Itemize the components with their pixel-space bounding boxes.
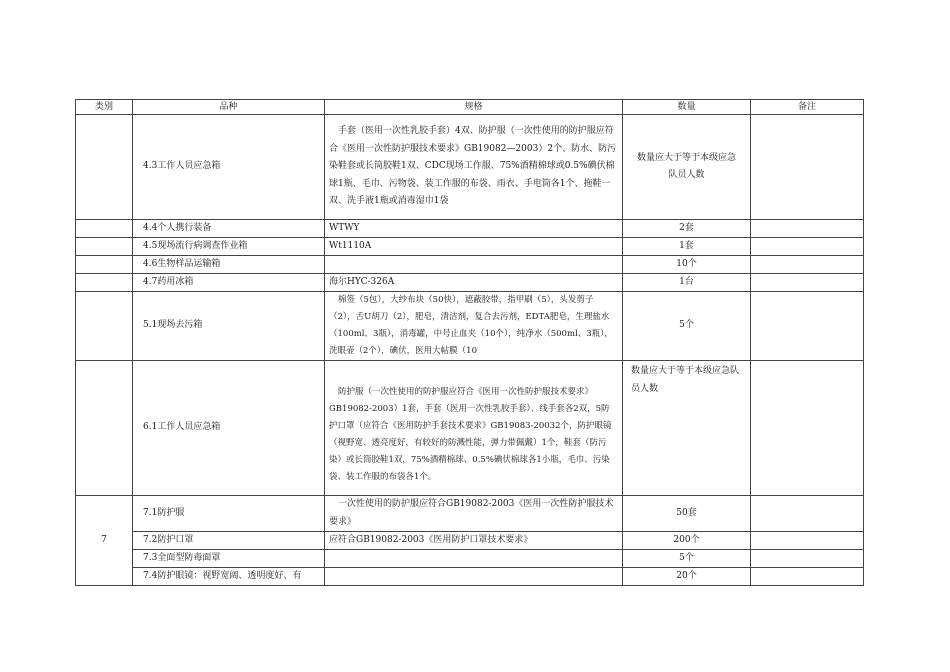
spec-text: 手套（医用一次性乳胶手套）4双、防护服（一次性使用的防护服应符合《医用一次性防护服技术要求》GB19082—2003）2个、防水、防污染鞋套或长筒胶鞋1双、CDC现场工作服、75%酒精棉球或0.5%碘伏棉球1瓶、毛巾、污物袋、装工作服的布袋、雨衣、手电筒各1个、拖鞋一双、洗手液1瓶或消毒湿巾1袋 [329, 126, 617, 207]
quantity-cell [623, 361, 751, 496]
category-cell [76, 220, 133, 238]
category-cell [76, 361, 133, 496]
quantity-cell: 5个 [623, 292, 751, 361]
variety-cell: 5.1现场去污箱 [133, 292, 325, 361]
note-cell [751, 274, 864, 292]
quantity-cell: 1台 [623, 274, 751, 292]
spec-text: 防护服（一次性使用的防护服应符合《医用一次性防护服技术要求》GB19082-2003）1套，手套（医用一次性乳胶手套）、线手套各2双，5防护口罩（应符合《医用防护手套技术要求》GB19083-20032个，防护眼镜（视野宽、透亮度好，有较好的防溅性能，弹力带佩戴）1个，鞋套（防污染）或长筒胶鞋1双，75%酒精棉球、0.5%碘伏棉球各1小瓶，毛巾、污染袋、装工作服的布袋各1个。 [329, 387, 612, 482]
table-row [76, 220, 864, 238]
note-cell [751, 115, 864, 220]
variety-cell: 7.4防护眼镜：视野宽阔、透明度好、有 [133, 568, 325, 586]
variety-cell: 7.3全面型防毒面罩 [133, 550, 325, 568]
quantity-cell: 2套 [623, 220, 751, 238]
category-cell [76, 238, 133, 256]
header-category: 类别 [76, 100, 133, 115]
note-cell [751, 238, 864, 256]
table-row [76, 256, 864, 274]
spec-cell [325, 115, 623, 220]
note-cell [751, 361, 864, 496]
spec-cell [325, 361, 623, 496]
variety-cell: 7.2防护口罩 [133, 532, 325, 550]
table-row [76, 238, 864, 256]
spec-cell: Wt1110A [325, 238, 623, 256]
table-row [76, 361, 864, 496]
equipment-spec-table [75, 99, 864, 586]
spec-cell: WTWY [325, 220, 623, 238]
header-note: 备注 [751, 100, 864, 115]
table-row [76, 496, 864, 532]
table-row [76, 568, 864, 586]
variety-cell: 6.1工作人员应急箱 [133, 361, 325, 496]
spec-cell: 应符合GB19082-2003《医用防护口罩技术要求》 [325, 532, 623, 550]
variety-cell: 4.3工作人员应急箱 [133, 115, 325, 220]
header-variety: 品种 [133, 100, 325, 115]
header-spec: 规格 [325, 100, 623, 115]
spec-cell: 海尔HYC-326A [325, 274, 623, 292]
category-cell-7: 7 [76, 496, 133, 586]
spec-text: 一次性使用的防护服应符合GB19082-2003《医用一次性防护服技术要求》 [329, 499, 614, 527]
spec-cell [325, 550, 623, 568]
variety-cell: 7.1防护服 [133, 496, 325, 532]
spec-cell [325, 496, 623, 532]
spec-cell [325, 256, 623, 274]
quantity-cell: 5个 [623, 550, 751, 568]
note-cell [751, 256, 864, 274]
note-cell [751, 532, 864, 550]
variety-cell: 4.4个人携行装备 [133, 220, 325, 238]
spec-text: 棉签（5包），大纱布块（50快），遮蔽胶带，指甲刷（5），头发剪子（2），舌U胡刀（2），肥皂，清洁剂，复合去污剂，EDTA肥皂，生理盐水（100ml、3瓶），消毒罐，中号止血夹（10个），纯净水（500ml、3瓶），洗眼壶（2个），碘伏，医用大帖膜（10 [329, 295, 613, 356]
quantity-cell: 10个 [623, 256, 751, 274]
spec-cell [325, 568, 623, 586]
table-row [76, 292, 864, 361]
quantity-cell: 200个 [623, 532, 751, 550]
quantity-cell: 数量应大于等于本级应急队员人数 [623, 115, 751, 220]
note-cell [751, 292, 864, 361]
spec-cell [325, 292, 623, 361]
header-quantity: 数量 [623, 100, 751, 115]
category-cell [76, 274, 133, 292]
note-cell [751, 568, 864, 586]
category-cell [76, 256, 133, 274]
table-header-row [76, 100, 864, 115]
variety-cell: 4.7药用冰箱 [133, 274, 325, 292]
note-cell [751, 550, 864, 568]
table-row [76, 550, 864, 568]
quantity-text: 数量应大于等于本级应急队员人数 [631, 366, 740, 394]
table-row [76, 115, 864, 220]
note-cell [751, 496, 864, 532]
quantity-cell: 1套 [623, 238, 751, 256]
quantity-cell: 20个 [623, 568, 751, 586]
category-cell [76, 115, 133, 220]
category-cell [76, 292, 133, 361]
table-row [76, 274, 864, 292]
variety-cell: 4.5现场流行病调查作业箱 [133, 238, 325, 256]
quantity-cell: 50套 [623, 496, 751, 532]
variety-cell: 4.6生物样品运输箱 [133, 256, 325, 274]
note-cell [751, 220, 864, 238]
table-row [76, 532, 864, 550]
